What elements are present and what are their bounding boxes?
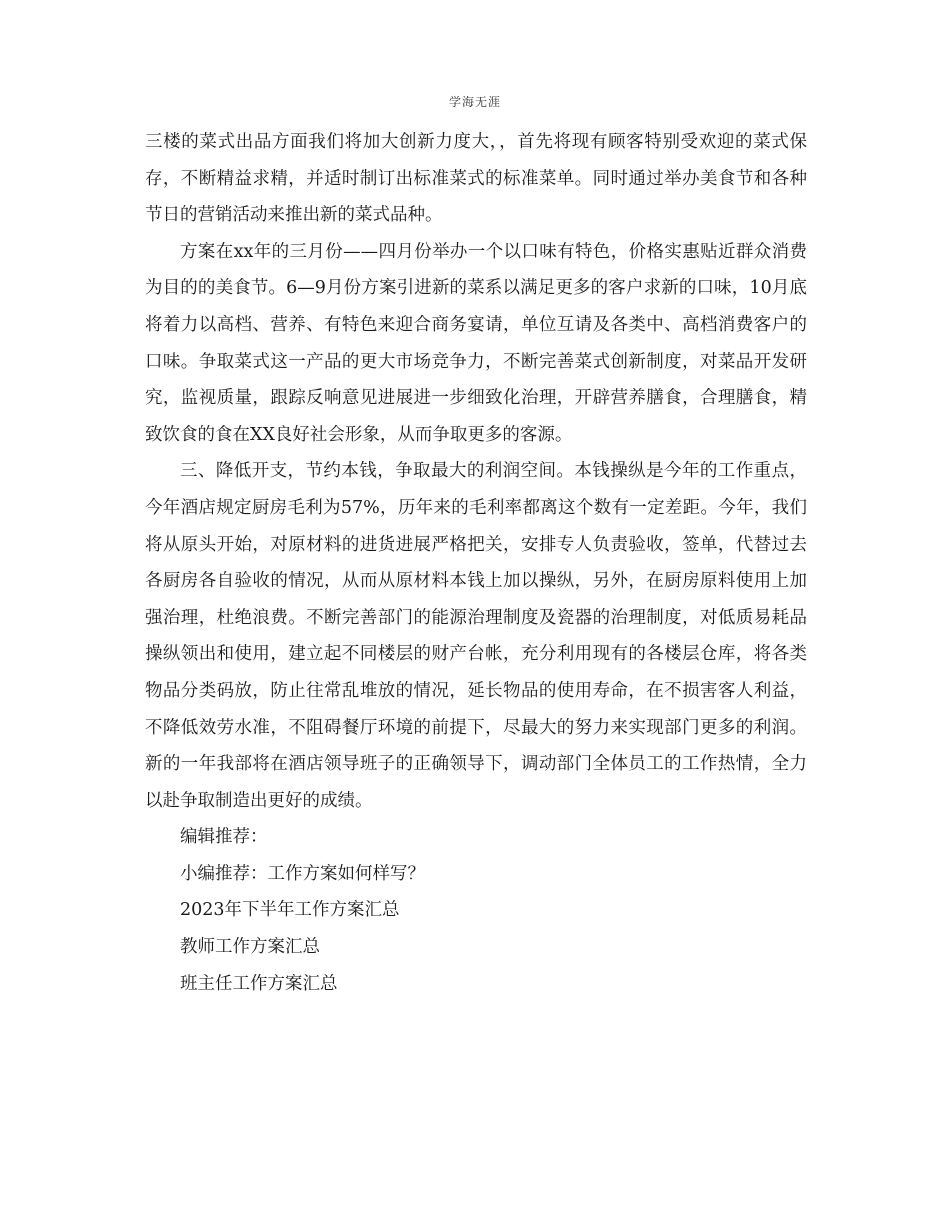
paragraph-food-festival-plan: 方案在xx年的三月份——四月份举办一个以口味有特色，价格实惠贴近群众消费为目的的美食节。6—9月份方案引进新的菜系以满足更多的客户求新的口味，10月底将着力以高档、营养、有特色来迎合商务宴请，单位互请及各类中、高档消费客户的口味。争取菜式这一产品的更大市场竞争力，不断完善菜式创新制度，对菜品开发研究，监视质量，跟踪反响意见进展进一步细致化治理，开辟营养膳食，合理膳食，精致饮食的食在XX良好社会形象，从而争取更多的客源。 bbox=[145, 241, 807, 445]
document-body bbox=[145, 124, 807, 1002]
paragraph-cost-control: 三、降低开支，节约本钱，争取最大的利润空间。本钱操纵是今年的工作重点，今年酒店规定厨房毛利为57%，历年来的毛利率都离这个数有一定差距。今年，我们将从原头开始，对原材料的进货进展严格把关，安排专人负责验收，签单，代替过去各厨房各自验收的情况，从而从原材料本钱上加以操纵，另外，在厨房原料使用上加强治理，杜绝浪费。不断完善部门的能源治理制度及瓷器的治理制度，对低质易耗品操纵领出和使用，建立起不同楼层的财产台帐，充分利用现有的各楼层仓库，将各类物品分类码放，防止往常乱堆放的情况，延长物品的使用寿命，在不损害客人利益，不降低效劳水准，不阻碍餐厅环境的前提下，尽最大的努力来实现部门更多的利润。新的一年我部将在酒店领导班子的正确领导下，调动部门全体员工的工作热情，全力以赴争取制造出更好的成绩。 bbox=[145, 461, 807, 811]
page-header: 学海无涯 bbox=[448, 95, 501, 109]
recommend-link-3[interactable]: 教师工作方案汇总 bbox=[180, 937, 320, 958]
recommend-link-1[interactable]: 小编推荐：工作方案如何样写？ bbox=[180, 863, 425, 884]
recommend-heading: 编辑推荐： bbox=[180, 827, 268, 848]
recommend-link-4[interactable]: 班主任工作方案汇总 bbox=[180, 973, 338, 994]
recommend-link-2[interactable]: 2023年下半年工作方案汇总 bbox=[180, 900, 400, 921]
paragraph-menu-innovation: 三楼的菜式出品方面我们将加大创新力度大，，首先将现有顾客特别受欢迎的菜式保存，不断精益求精，并适时制订出标准菜式的标准菜单。同时通过举办美食节和各种节日的营销活动来推出新的菜式品种。 bbox=[145, 132, 807, 226]
